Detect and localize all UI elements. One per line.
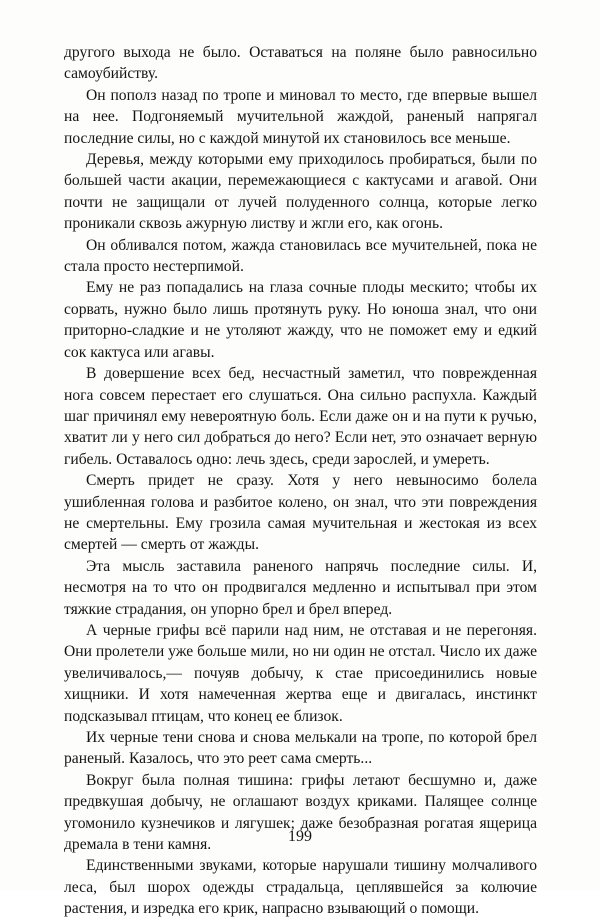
paragraph: Смерть придет не сразу. Хотя у него невыносимо болела ушибленная голова и разбитое колено, он знал, что эти повреждения не смертельны. Ему грозила самая мучительная и жестокая из всех смертей — смерть от жажды. — [64, 472, 537, 554]
paragraph: Он пополз назад по тропе и миновал то место, где впервые вышел на нее. Подгоняемый мучительной жаждой, раненый напрягал последние силы, но с каждой минутой их становилось все меньше. — [64, 86, 537, 147]
paragraph: В довершение всех бед, несчастный заметил, что поврежденная нога совсем перестает его слушаться. Она сильно распухла. Каждый шаг причинял ему невероятную боль. Если даже он и на пути к ручью, хватит ли у него сил добраться до него? Если нет, это означает верную гибель. Оставалось одно: лечь здесь, среди зарослей, и умереть. — [64, 365, 537, 468]
paragraph: другого выхода не было. Оставаться на поляне было равносильно самоубийству. — [64, 44, 537, 83]
paragraph: Деревья, между которыми ему приходилось пробираться, были по большей части акации, перемежающиеся с кактусами и агавой. Они почти не защищали от лучей полуденного солнца, которые легко проникали сквозь ажурную листву и жгли его, как огонь. — [64, 151, 537, 233]
paragraph: Их черные тени снова и снова мелькали на тропе, по которой брел раненый. Казалось, что это реет сама смерть... — [64, 729, 537, 768]
paragraph: Он обливался потом, жажда становилась все мучительней, пока не стала просто нестерпимой. — [64, 236, 537, 276]
paragraph: А черные грифы всё парили над ним, не отставая и не перегоняя. Они пролетели уже больше мили, но ни один не отстал. Число их даже увеличивалось,— почуяв добычу, к стае присоединились новые хищники. И хотя намеченная жертва еще и двигалась, инстинкт подсказывал птицам, что конец ее близок. — [64, 621, 537, 725]
paragraph: Единственными звуками, которые нарушали тишину молчаливого леса, был шорох одежды страдальца, цеплявшейся за колючие растения, и изредка его крик, напрасно взывающий о помощи. — [64, 857, 537, 918]
paragraph: Ему не раз попадались на глаза сочные плоды мескито; чтобы их сорвать, нужно было лишь протянуть руку. Но юноша знал, что они приторно-сладкие и не утоляют жажду, что не поможет ему и едкий сок кактуса или агавы. — [64, 279, 537, 361]
paragraph: Эта мысль заставила раненого напрячь последние силы. И, несмотря на то что он продвигался медленно и испытывал при этом тяжкие страдания, он упорно брел и брел вперед. — [64, 557, 537, 618]
body-text — [64, 42, 537, 920]
page-number: 199 — [288, 828, 312, 845]
paragraph: Вокруг была полная тишина: грифы летают бесшумно и, даже предвкушая добычу, не оглашают воздух криками. Палящее солнце угомонило кузнечиков и лягушек; даже безобразная рогатая ящерица дремала в тени камня. — [64, 771, 537, 854]
